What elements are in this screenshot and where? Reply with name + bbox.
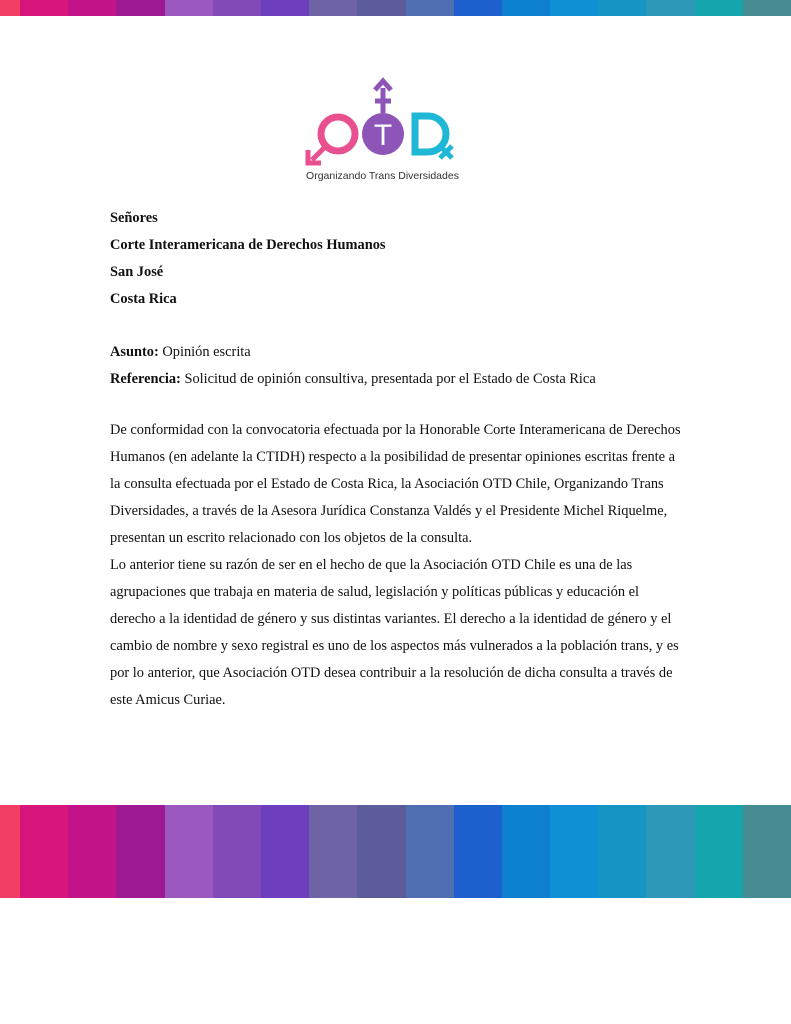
asunto-text: Opinión escrita	[158, 344, 251, 360]
band-segment	[165, 805, 213, 898]
band-segment	[0, 0, 20, 16]
top-color-band	[0, 0, 791, 16]
referencia-line	[110, 366, 682, 393]
logo-caption: Organizando Trans Diversidades	[306, 170, 459, 182]
band-segment	[646, 0, 694, 16]
band-segment	[261, 805, 309, 898]
logo-letter-o	[308, 117, 355, 163]
band-segment	[406, 0, 454, 16]
band-segment	[213, 0, 261, 16]
asunto-line	[110, 339, 682, 366]
band-segment	[20, 0, 68, 16]
band-segment	[743, 0, 791, 16]
band-segment	[116, 0, 164, 16]
referencia-text: Solicitud de opinión consultiva, presentada por el Estado de Costa Rica	[180, 371, 596, 387]
band-segment	[165, 0, 213, 16]
band-segment	[598, 805, 646, 898]
band-segment	[309, 0, 357, 16]
band-segment	[598, 0, 646, 16]
asunto-label: Asunto:	[110, 344, 159, 360]
logo-letter-t	[362, 81, 404, 155]
band-segment	[357, 805, 405, 898]
band-segment	[695, 0, 743, 16]
recipient-line-3: San José	[110, 264, 164, 280]
band-segment	[0, 805, 20, 898]
band-segment	[743, 805, 791, 898]
svg-text:T: T	[373, 119, 393, 152]
band-segment	[357, 0, 405, 16]
band-segment	[309, 805, 357, 898]
band-segment	[68, 0, 116, 16]
band-segment	[261, 0, 309, 16]
band-segment	[502, 0, 550, 16]
bottom-color-band	[0, 805, 791, 898]
band-segment	[646, 805, 694, 898]
recipient-line-2: Corte Interamericana de Derechos Humanos	[110, 237, 386, 253]
band-segment	[20, 805, 68, 898]
band-segment	[695, 805, 743, 898]
recipient-line-4: Costa Rica	[110, 291, 177, 307]
band-segment	[502, 805, 550, 898]
band-segment	[116, 805, 164, 898]
logo-letter-d	[415, 116, 452, 158]
band-segment	[454, 0, 502, 16]
body-paragraph-2: Lo anterior tiene su razón de ser en el hecho de que la Asociación OTD Chile es una de las agrupaciones que trabaja en materia de salud, legislación y políticas públicas y educación el derecho a la identidad de género y sus distintas variantes. El derecho a la identidad de género y el cambio de nombre y sexo registral es uno de los aspectos más vulnerados a la población trans, y es por lo anterior, que Asociación OTD desea contribuir a la resolución de dicha consulta a través de este Amicus Curiae.	[110, 557, 679, 708]
band-segment	[454, 805, 502, 898]
letter-content	[110, 205, 682, 714]
band-segment	[406, 805, 454, 898]
band-segment	[68, 805, 116, 898]
band-segment	[550, 805, 598, 898]
recipient-line-1: Señores	[110, 210, 158, 226]
band-segment	[213, 805, 261, 898]
referencia-label: Referencia:	[110, 371, 181, 387]
band-segment	[550, 0, 598, 16]
body-paragraph-1: De conformidad con la convocatoria efectuada por la Honorable Corte Interamericana de Derechos Humanos (en adelante la CTIDH) respecto a la posibilidad de presentar opiniones escritas frente a la consulta efectuada por el Estado de Costa Rica, la Asociación OTD Chile, Organizando Trans Diversidades, a través de la Asesora Jurídica Constanza Valdés y el Presidente Michel Riquelme, presentan un escrito relacionado con los objetos de la consulta.	[110, 422, 681, 546]
